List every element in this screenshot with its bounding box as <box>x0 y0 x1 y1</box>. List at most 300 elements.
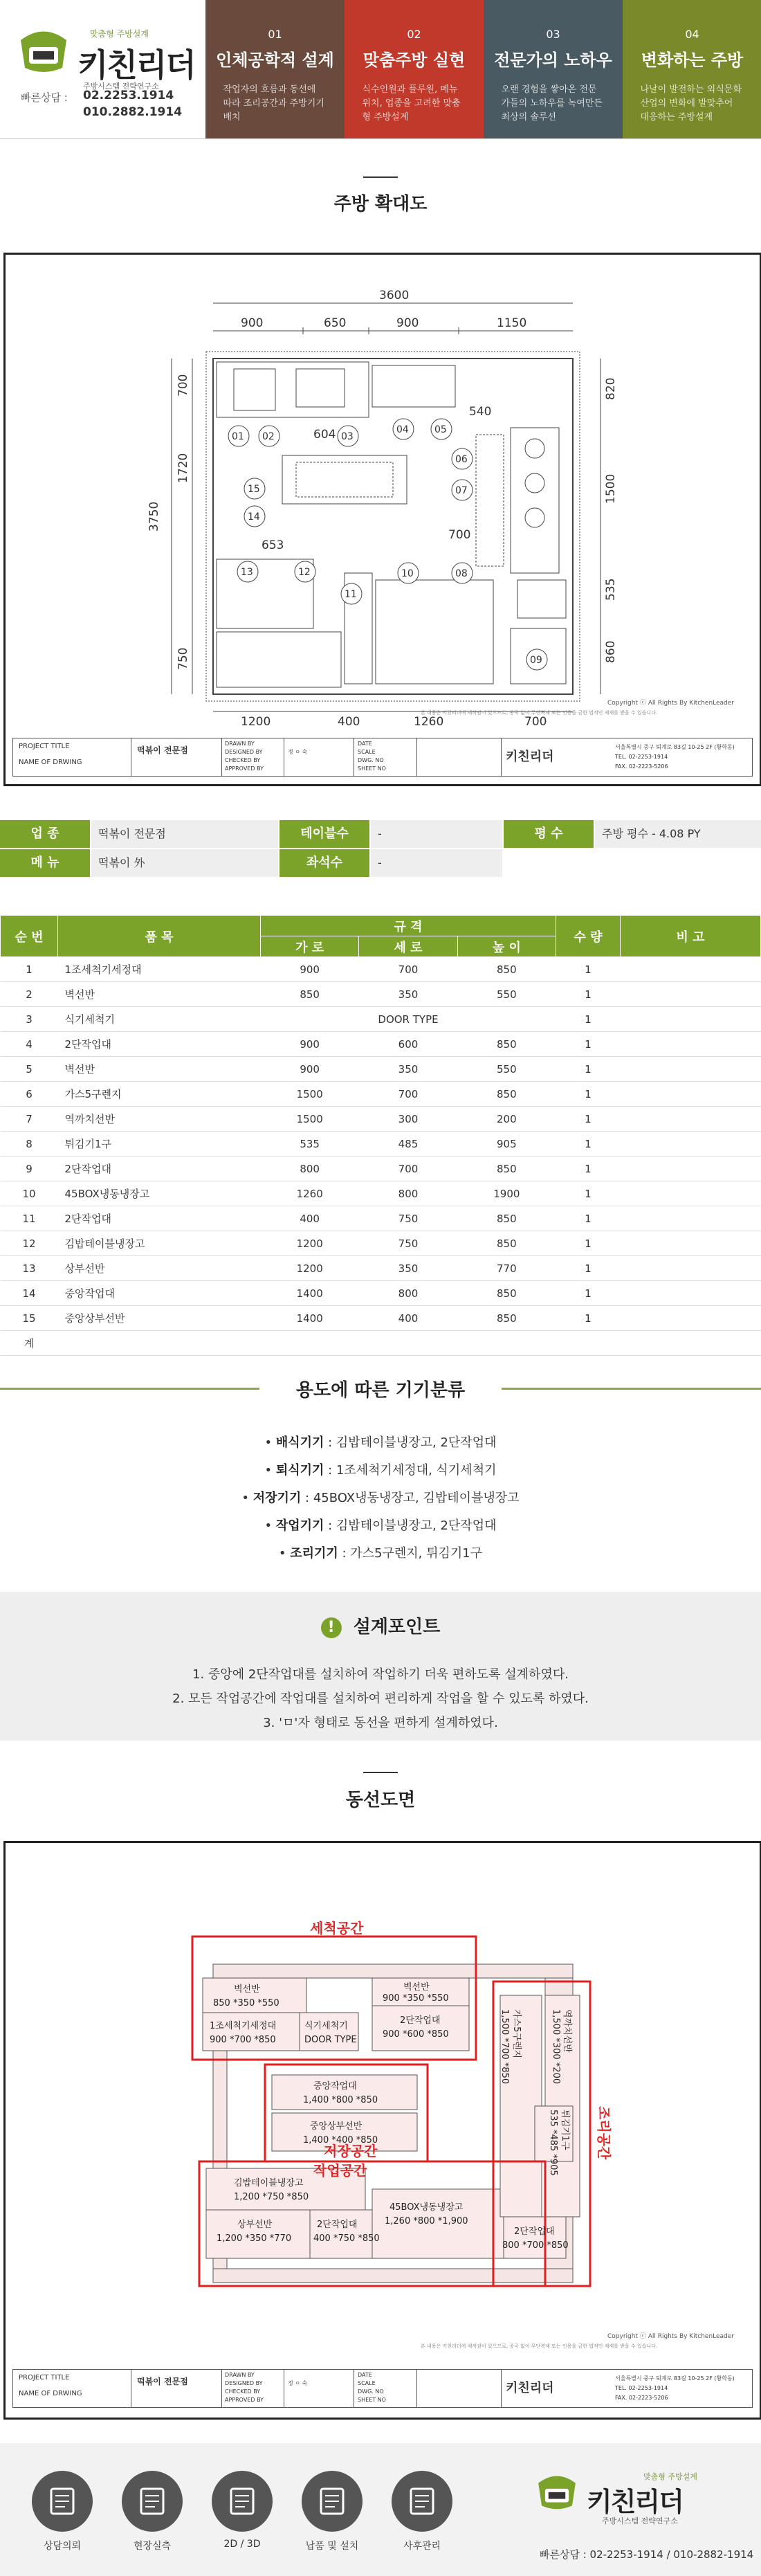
footer-step-label: 상담의뢰 <box>43 2541 82 2552</box>
dim-right: 860 <box>604 640 618 663</box>
spec-cell: 1 <box>556 1206 621 1231</box>
feature-4 <box>623 0 761 138</box>
tb-fax: FAX. 02-2223-5206 <box>615 763 668 770</box>
tb-scale: SCALE <box>358 2380 376 2386</box>
seat-label: 좌석수 <box>279 849 369 877</box>
dim-inner: 540 <box>469 405 492 419</box>
dim-right: 535 <box>604 578 618 601</box>
phone-label: 빠른상담 : <box>21 91 68 104</box>
brand-name: 키친리더 <box>77 46 195 84</box>
tb-name-label: NAME OF DRWING <box>19 2390 82 2397</box>
spec-cell: 1 <box>556 1181 621 1206</box>
tb-dwg: DWG. NO <box>358 2388 384 2395</box>
measure-icon <box>122 2471 183 2532</box>
spec-cell: 1400 <box>261 1281 359 1306</box>
plan-label <box>338 426 358 446</box>
tb-sheet: SHEET NO <box>358 2397 386 2403</box>
flow-item-size: 1,500 *700 *850 <box>499 2009 510 2085</box>
flow-item: 가스5구렌지 <box>511 2009 522 2059</box>
spec-cell: 9 <box>1 1157 58 1181</box>
plan-title: 주방 확대도 <box>333 194 428 215</box>
th-qty: 수 량 <box>556 916 621 957</box>
dim-left: 750 <box>176 647 190 670</box>
feature-num: 04 <box>685 28 699 41</box>
spec-cell <box>621 1082 761 1107</box>
flow-item-size: 1,200 *750 *850 <box>234 2192 309 2202</box>
spec-cell: 1 <box>556 1157 621 1181</box>
spec-cell: 1조세척기세정대 <box>58 957 261 982</box>
flow-item-size: 1,260 *800 *1,900 <box>385 2216 468 2226</box>
category-label: 조리기기 <box>290 1546 338 1561</box>
th-h: 높 이 <box>457 936 556 957</box>
spec-cell <box>556 1331 621 1356</box>
svg-text:11: 11 <box>345 589 357 600</box>
spec-cell: 4 <box>1 1032 58 1057</box>
spec-row <box>1 1281 761 1306</box>
spec-cell: 800 <box>261 1157 359 1181</box>
spec-cell: 벽선반 <box>58 982 261 1007</box>
spec-row <box>1 1007 761 1032</box>
footer-step[interactable] <box>297 2471 367 2552</box>
spec-cell: 485 <box>359 1132 457 1157</box>
svg-text:01: 01 <box>232 431 244 442</box>
dim-inner: 700 <box>448 528 471 542</box>
tb-dwg: DWG. NO <box>358 757 384 763</box>
flow-item: 상부선반 <box>237 2220 273 2230</box>
tb-brand: 키친리더 <box>506 750 554 764</box>
footer-step-label: 현장실측 <box>133 2541 172 2552</box>
flow-item-size: 900 *350 *550 <box>383 1993 449 2004</box>
category-label: 퇴식기기 <box>275 1463 324 1478</box>
menu-label: 메 뉴 <box>0 849 90 877</box>
plan-label <box>393 419 414 439</box>
category-label: 저장기기 <box>253 1491 302 1505</box>
spec-cell: 1 <box>556 957 621 982</box>
tb-logo <box>502 738 598 776</box>
spec-cell <box>621 1057 761 1082</box>
flow-item-size: 850 *350 *550 <box>213 1998 279 2008</box>
spec-row <box>1 957 761 982</box>
spec-cell <box>621 1231 761 1256</box>
category-item: • 저장기기 : 45BOX냉동냉장고, 김밥테이블냉장고 <box>241 1491 520 1505</box>
spec-row <box>1 1181 761 1206</box>
spec-cell: 550 <box>457 1057 556 1082</box>
design-point: 2. 모든 작업공간에 작업대를 설치하여 편리하게 작업을 할 수 있도록 하였다. <box>172 1691 589 1706</box>
spec-cell <box>621 1157 761 1181</box>
dim-bottom: 1260 <box>414 715 444 729</box>
dim-top: 900 <box>396 316 419 330</box>
spec-row <box>1 1157 761 1181</box>
spec-cell: 1500 <box>261 1082 359 1107</box>
plan-label <box>244 506 265 527</box>
spec-cell: 김밥테이블냉장고 <box>58 1231 261 1256</box>
plan-label <box>259 426 279 446</box>
spec-cell: 850 <box>457 1231 556 1256</box>
spec-cell: 2단작업대 <box>58 1032 261 1057</box>
flow-drawing <box>6 1843 755 2362</box>
spec-cell: 11 <box>1 1206 58 1231</box>
tb-designer: 정 ㅇ 숙 <box>288 749 308 755</box>
spec-cell <box>359 1331 457 1356</box>
copyright: Copyright ⓒ All Rights By KitchenLeader <box>607 2333 735 2340</box>
category-label: 배식기기 <box>275 1435 324 1450</box>
feature-desc: 오랜 경험을 쌓아온 전문가들의 노하우를 녹여만든 최상의 솔루션 <box>501 84 603 123</box>
category-text: 가스5구렌지, 튀김기1구 <box>350 1546 483 1561</box>
spec-row <box>1 1206 761 1231</box>
title-block <box>12 738 753 777</box>
category-text: 김밥테이블냉장고, 2단작업대 <box>336 1435 497 1450</box>
spec-cell <box>457 1331 556 1356</box>
flow-item-size: 900 *600 *850 <box>383 2029 449 2040</box>
tb-designed: DESIGNED BY <box>225 749 263 755</box>
drawing-icon <box>212 2471 273 2532</box>
th-item: 품 목 <box>58 916 261 957</box>
plan-label <box>452 563 473 583</box>
svg-text:13: 13 <box>241 567 253 578</box>
plan-label <box>398 563 419 583</box>
spec-cell <box>621 1331 761 1356</box>
design-title: 설계포인트 <box>353 1617 441 1638</box>
logo-icon <box>533 2471 581 2512</box>
tb-tel: TEL. 02-2253-1914 <box>615 2385 668 2391</box>
footer-step-label: 2D / 3D <box>223 2539 261 2550</box>
design-point: 3. 'ㅁ'자 형태로 동선을 편하게 설계하였다. <box>263 1716 498 1730</box>
spec-cell: 1200 <box>261 1231 359 1256</box>
spec-cell <box>621 982 761 1007</box>
spec-cell: 850 <box>457 1032 556 1057</box>
spec-cell <box>621 1132 761 1157</box>
feature-1 <box>205 0 345 138</box>
dim-left: 1720 <box>176 453 190 483</box>
spec-cell: 770 <box>457 1256 556 1281</box>
spec-cell: 상부선반 <box>58 1256 261 1281</box>
dim-total: 3600 <box>379 289 410 302</box>
spec-cell: 750 <box>359 1231 457 1256</box>
flow-title: 동선도면 <box>345 1790 416 1811</box>
plan-drawing <box>6 255 755 732</box>
dim-bottom: 400 <box>338 715 360 729</box>
tb-project: 떡볶이 전문점 <box>137 2377 188 2386</box>
business-label: 업 종 <box>0 820 90 848</box>
flow-item: 역까치선반 <box>562 2009 572 2053</box>
svg-text:12: 12 <box>298 567 311 578</box>
flow-drawing-frame <box>3 1841 761 2420</box>
copyright-note: 본 내용은 키친리더에 제작권이 있으므로, 종국 없이 무단복제 또는 인용을 금한 법적인 제재를 받을 수 있습니다. <box>421 710 658 716</box>
feature-num: 03 <box>546 28 560 41</box>
tb-checked: CHECKED BY <box>225 2388 261 2395</box>
dim-bottom: 700 <box>524 715 547 729</box>
feature-desc: 나날이 발전하는 외식문화 산업의 변화에 발맞추어 대응하는 주방설계 <box>640 84 742 123</box>
footer-step-label: 사후관리 <box>403 2541 441 2552</box>
zone-cook: 조리공간 <box>596 2106 612 2160</box>
flow-item: 2단작업대 <box>514 2226 555 2237</box>
feature-title: 맞춤주방 실현 <box>363 51 466 70</box>
table-label: 테이블수 <box>279 820 369 848</box>
spec-cell: 850 <box>457 1281 556 1306</box>
tb-designed: DESIGNED BY <box>225 2380 263 2386</box>
spec-cell: 800 <box>359 1181 457 1206</box>
spec-cell: 850 <box>261 982 359 1007</box>
brand-sub: 주방시스템 전략연구소 <box>83 82 159 91</box>
spec-cell: 1260 <box>261 1181 359 1206</box>
spec-cell <box>621 1256 761 1281</box>
plan-label <box>295 561 315 582</box>
tb-tel: TEL. 02-2253-1914 <box>615 754 668 760</box>
flow-item: 2단작업대 <box>317 2220 358 2230</box>
tb-project-label: PROJECT TITLE <box>19 2374 70 2382</box>
spec-row <box>1 982 761 1007</box>
tb-approved: APPROVED BY <box>225 2397 264 2403</box>
spec-cell: 400 <box>359 1306 457 1331</box>
footer-step[interactable] <box>387 2471 457 2552</box>
footer-step[interactable] <box>118 2471 187 2552</box>
svg-text:04: 04 <box>396 424 409 435</box>
feature-num: 02 <box>407 28 421 41</box>
flow-item-size: 1,500 *300 *200 <box>551 2009 561 2085</box>
tb-project: 떡볶이 전문점 <box>137 745 188 755</box>
zone-wash: 세척공간 <box>310 1920 364 1936</box>
spec-table <box>0 915 761 1356</box>
spec-cell: 3 <box>1 1007 58 1032</box>
dim-left: 3750 <box>147 501 161 532</box>
spec-cell: 850 <box>457 1082 556 1107</box>
spec-cell: 8 <box>1 1132 58 1157</box>
spec-cell: 식기세척기 <box>58 1007 261 1032</box>
footer-logo[interactable] <box>533 2471 754 2540</box>
flow-item-size: DOOR TYPE <box>304 2035 357 2045</box>
svg-text:02: 02 <box>262 431 275 442</box>
spec-cell <box>621 1181 761 1206</box>
category-item: • 배식기기 : 김밥테이블냉장고, 2단작업대 <box>264 1435 497 1450</box>
spec-row <box>1 1082 761 1107</box>
footer-step[interactable] <box>28 2471 97 2552</box>
delivery-icon <box>302 2471 363 2532</box>
tb-checked: CHECKED BY <box>225 757 261 763</box>
spec-cell: 13 <box>1 1256 58 1281</box>
dim-inner: 653 <box>262 538 284 552</box>
spec-row <box>1 1231 761 1256</box>
dim-top: 650 <box>324 316 347 330</box>
spec-cell: 45BOX냉동냉장고 <box>58 1181 261 1206</box>
plan-drawing-frame <box>3 253 761 786</box>
dim-top: 1150 <box>497 316 527 330</box>
tb-logo <box>502 2370 598 2407</box>
spec-cell: 600 <box>359 1032 457 1057</box>
spec-cell: 350 <box>359 1057 457 1082</box>
spec-cell: 7 <box>1 1107 58 1132</box>
tb-date: DATE <box>358 741 372 747</box>
spec-cell <box>261 1331 359 1356</box>
spec-cell: 가스5구렌지 <box>58 1082 261 1107</box>
spec-cell: 905 <box>457 1132 556 1157</box>
header <box>0 0 761 139</box>
flow-item-size: 535 *485 *905 <box>548 2110 558 2176</box>
table-value: - <box>371 820 502 848</box>
svg-text:03: 03 <box>341 431 354 442</box>
flow-item: 튀김기1구 <box>560 2110 570 2150</box>
flow-item-size: 1,200 *350 *770 <box>217 2233 292 2244</box>
flow-item: 1조세척기세정대 <box>210 2021 277 2031</box>
spec-cell: 1 <box>556 1306 621 1331</box>
spec-cell: 5 <box>1 1057 58 1082</box>
feature-title: 변화하는 주방 <box>641 51 744 70</box>
spec-cell: 역까치선반 <box>58 1107 261 1132</box>
flow-item: 45BOX냉동냉장고 <box>389 2202 464 2213</box>
spec-cell: 1 <box>556 1032 621 1057</box>
svg-text:14: 14 <box>248 511 260 523</box>
footer <box>0 2443 761 2576</box>
flow-item: 벽선반 <box>403 1982 430 1993</box>
feature-3 <box>484 0 623 138</box>
design-point: 1. 중앙에 2단작업대를 설치하여 작업하기 더욱 편하도록 설계하였다. <box>192 1667 569 1682</box>
spec-row <box>1 1032 761 1057</box>
category-text: 45BOX냉동냉장고, 김밥테이블냉장고 <box>313 1491 520 1505</box>
spec-cell: 850 <box>457 957 556 982</box>
tb-drawn: DRAWN BY <box>225 741 255 747</box>
section-divider <box>363 176 398 178</box>
plan-label <box>341 583 362 604</box>
spec-cell: 계 <box>1 1331 58 1356</box>
spec-cell: 1 <box>556 982 621 1007</box>
flow-item: 김밥테이블냉장고 <box>234 2178 304 2188</box>
plan-label <box>452 448 473 469</box>
dim-left: 700 <box>176 374 190 397</box>
spec-cell: 850 <box>457 1157 556 1181</box>
area-value: 주방 평수 - 4.08 PY <box>595 820 761 848</box>
spec-cell: 2단작업대 <box>58 1206 261 1231</box>
dim-inner: 604 <box>313 428 336 442</box>
dim-right: 1500 <box>604 473 618 504</box>
spec-cell <box>58 1331 261 1356</box>
flow-item: 벽선반 <box>234 1984 260 1995</box>
footer-sub: 주방시스템 전략연구소 <box>602 2516 678 2525</box>
spec-cell <box>621 1107 761 1132</box>
th-note: 비 고 <box>621 916 761 957</box>
flow-item: 중앙상부선반 <box>310 2121 363 2132</box>
footer-brand: 키친리더 <box>587 2487 683 2517</box>
flow-item-size: 800 *700 *850 <box>502 2240 569 2251</box>
th-w: 가 로 <box>261 936 359 957</box>
category-text: 김밥테이블냉장고, 2단작업대 <box>336 1518 497 1533</box>
spec-cell: 1 <box>556 1082 621 1107</box>
category-text: 1조세척기세정대, 식기세척기 <box>336 1463 497 1478</box>
category-item: • 퇴식기기 : 1조세척기세정대, 식기세척기 <box>264 1463 497 1478</box>
spec-cell <box>621 957 761 982</box>
svg-text:15: 15 <box>248 484 260 495</box>
feature-desc: 작업자의 흐름과 동선에 따라 조리공간과 주방기기 배치 <box>223 84 324 123</box>
spec-cell: 튀김기1구 <box>58 1132 261 1157</box>
tb-address: 서울특별시 중구 퇴계로 83길 10-25 2F (황학동) <box>615 2375 735 2382</box>
spec-cell: 750 <box>359 1206 457 1231</box>
design-points <box>0 1592 761 1741</box>
category-title: 용도에 따른 기기분류 <box>295 1380 466 1401</box>
spec-cell: 중앙작업대 <box>58 1281 261 1306</box>
copyright-note: 본 내용은 키친리더에 제작권이 있으므로, 종국 없이 무단복제 또는 인용을 금한 법적인 제재를 받을 수 있습니다. <box>421 2343 658 2349</box>
phone-1[interactable]: 02.2253.1914 <box>83 89 174 102</box>
spec-cell: 1 <box>556 1132 621 1157</box>
spec-row <box>1 1132 761 1157</box>
brand-slogan: 맞춤형 주방설계 <box>90 29 149 39</box>
spec-row <box>1 1306 761 1331</box>
spec-cell: 1 <box>556 1007 621 1032</box>
spec-cell <box>621 1007 761 1032</box>
tb-designer: 정 ㅇ 숙 <box>288 2380 308 2386</box>
th-no: 순 번 <box>1 916 58 957</box>
spec-cell: 1500 <box>261 1107 359 1132</box>
spec-cell: 10 <box>1 1181 58 1206</box>
footer-contact[interactable]: 빠른상담 : 02-2253-1914 / 010-2882-1914 <box>540 2548 754 2561</box>
flow-item: 식기세척기 <box>304 2021 348 2031</box>
category-item: • 조리기기 : 가스5구렌지, 튀김기1구 <box>278 1546 483 1561</box>
spec-cell: 350 <box>359 1256 457 1281</box>
consult-icon <box>32 2471 93 2532</box>
zone-work: 작업공간 <box>313 2162 367 2179</box>
spec-cell: 1200 <box>261 1256 359 1281</box>
feature-title: 전문가의 노하우 <box>494 51 612 70</box>
tb-approved: APPROVED BY <box>225 765 264 772</box>
feature-title: 인체공학적 설계 <box>216 51 334 70</box>
spec-row <box>1 1256 761 1281</box>
tb-fax: FAX. 02-2223-5206 <box>615 2395 668 2401</box>
svg-text:06: 06 <box>455 454 468 465</box>
category-label: 작업기기 <box>275 1518 324 1533</box>
feature-num: 01 <box>268 28 282 41</box>
spec-cell: 중앙상부선반 <box>58 1306 261 1331</box>
spec-cell: 700 <box>359 957 457 982</box>
flow-item-size: 1,400 *400 *850 <box>303 2135 378 2146</box>
spec-cell <box>621 1032 761 1057</box>
footer-step-label: 납품 및 설치 <box>305 2541 359 2552</box>
phone-2[interactable]: 010.2882.1914 <box>83 105 183 119</box>
spec-cell: 700 <box>359 1157 457 1181</box>
title-block <box>12 2369 753 2408</box>
spec-row <box>1 1331 761 1356</box>
tb-drawn: DRAWN BY <box>225 2372 255 2378</box>
spec-cell: 6 <box>1 1082 58 1107</box>
spec-cell: 1 <box>556 1057 621 1082</box>
spec-cell: 900 <box>261 957 359 982</box>
spec-cell: 1 <box>1 957 58 982</box>
spec-cell <box>621 1306 761 1331</box>
spec-cell: 550 <box>457 982 556 1007</box>
tb-project-label: PROJECT TITLE <box>19 743 70 750</box>
plan-label <box>431 419 452 439</box>
plan-label <box>244 478 265 499</box>
footer-step[interactable] <box>208 2471 277 2550</box>
spec-cell: 2단작업대 <box>58 1157 261 1181</box>
spec-cell: 1 <box>556 1231 621 1256</box>
tb-sheet: SHEET NO <box>358 765 386 772</box>
spec-cell: 1 <box>556 1256 621 1281</box>
plan-label <box>228 426 249 446</box>
svg-text:08: 08 <box>455 568 468 579</box>
svg-text:09: 09 <box>530 655 542 666</box>
spec-cell: 14 <box>1 1281 58 1306</box>
zone-store: 저장공간 <box>324 2143 378 2159</box>
spec-cell: 850 <box>457 1306 556 1331</box>
spec-cell: 350 <box>359 982 457 1007</box>
plan-label <box>237 561 258 582</box>
spec-cell: 벽선반 <box>58 1057 261 1082</box>
section-divider <box>363 1772 398 1773</box>
flow-item-size: 900 *700 *850 <box>210 2035 276 2045</box>
th-size: 규 격 <box>261 916 556 936</box>
spec-cell <box>621 1281 761 1306</box>
flow-item-size: 1,400 *800 *850 <box>303 2095 378 2105</box>
area-label: 평 수 <box>504 820 594 848</box>
flow-item: 중앙작업대 <box>313 2081 357 2092</box>
flow-item: 2단작업대 <box>400 2015 441 2026</box>
